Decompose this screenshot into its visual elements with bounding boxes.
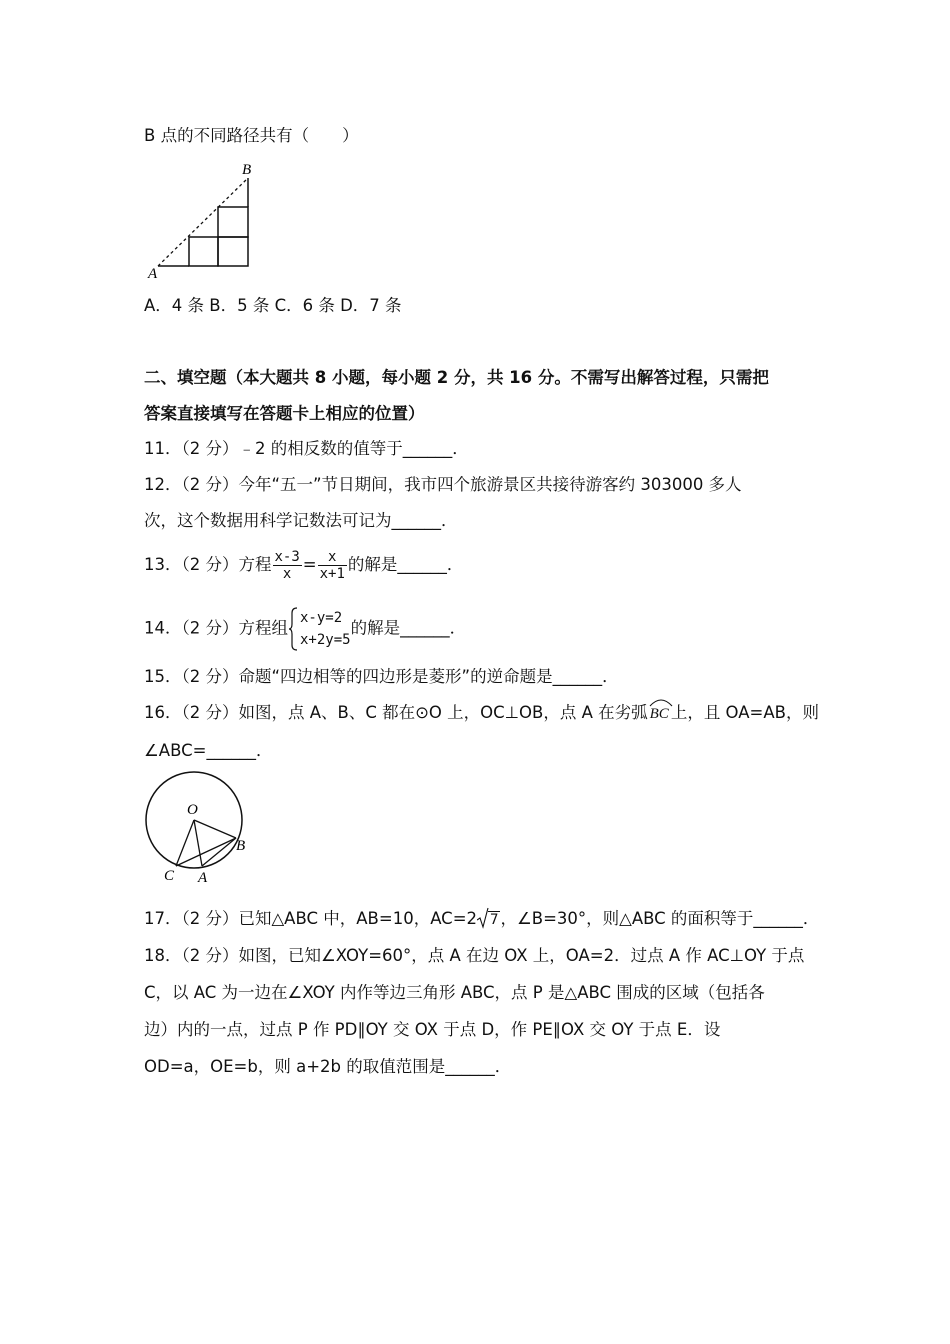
radicand: 7 xyxy=(490,912,499,928)
grid-path-figure xyxy=(144,160,264,282)
equation-2: x+2y=5 xyxy=(300,632,351,648)
grid-label-a: A xyxy=(148,266,158,282)
question-13-suffix: 的解是______． xyxy=(347,555,464,574)
arc-mark-icon xyxy=(648,697,674,707)
circle-figure xyxy=(138,770,253,890)
circle-label-b: B xyxy=(236,838,246,854)
question-18-line4: OD=a，OE=b，则 a+2b 的取值范围是______． xyxy=(144,1057,512,1076)
question-12-line2: 次，这个数据用科学记数法可记为______． xyxy=(144,511,458,530)
question-14-prefix: 14．（2 分）方程组 xyxy=(144,618,288,638)
fraction-2-denominator: x+1 xyxy=(319,566,345,582)
circle-label-c: C xyxy=(164,868,175,884)
question-16-suffix: 上，且 OA=AB，则 xyxy=(670,703,819,722)
grid-label-b: B xyxy=(242,162,252,178)
question-11: 11．（2 分）﹣2 的相反数的值等于______． xyxy=(144,439,469,458)
arc-label: BC xyxy=(649,706,669,722)
question-17-prefix: 17．（2 分）已知△ABC 中，AB=10，AC=2 xyxy=(144,909,478,928)
question-13 xyxy=(144,549,463,582)
question-18-line3: 边）内的一点，过点 P 作 PD∥OY 交 OX 于点 D，作 PE∥OX 交 OY 于点 E．设 xyxy=(144,1020,721,1039)
question-16-line1 xyxy=(144,702,819,725)
section-2-title-line2: 答案直接填写在答题卡上相应的位置） xyxy=(144,404,425,423)
question-13-fraction-2 xyxy=(318,549,347,582)
question-12-line1: 12．（2 分）今年“五一”节日期间，我市四个旅游景区共接待游客约 303000 多人 xyxy=(144,475,742,494)
question-18-line2: C，以 AC 为一边在∠XOY 内作等边三角形 ABC，点 P 是△ABC 围成的区域（包括各 xyxy=(144,983,765,1002)
left-brace-icon xyxy=(288,607,298,651)
section-2-title-line1: 二、填空题（本大题共 8 小题，每小题 2 分，共 16 分。不需写出解答过程，只需把 xyxy=(144,368,769,387)
question-10-tail: B 点的不同路径共有（ ） xyxy=(144,126,359,145)
question-13-equals: = xyxy=(302,555,317,574)
radical-sign-icon xyxy=(477,907,489,929)
question-13-prefix: 13．（2 分）方程 xyxy=(144,555,272,574)
circle-label-o: O xyxy=(187,802,198,818)
question-18-line1: 18．（2 分）如图，已知∠XOY=60°，点 A 在边 OX 上，OA=2．过点 A 作 AC⊥OY 于点 xyxy=(144,946,805,965)
question-13-fraction-1 xyxy=(273,549,302,582)
question-16-prefix: 16．（2 分）如图，点 A、B、C 都在⊙O 上，OC⊥OB，点 A 在劣弧 xyxy=(144,703,648,722)
question-14 xyxy=(144,607,466,651)
equation-system xyxy=(288,607,351,651)
arc-bc xyxy=(648,703,671,725)
square-root xyxy=(477,908,500,931)
question-15: 15．（2 分）命题“四边相等的四边形是菱形”的逆命题是______． xyxy=(144,667,619,686)
question-16-line2: ∠ABC=______． xyxy=(144,741,273,760)
question-14-suffix: 的解是______． xyxy=(350,618,467,638)
fraction-2-numerator: x xyxy=(318,549,347,566)
equation-1: x-y=2 xyxy=(300,610,343,626)
circle-label-a: A xyxy=(198,870,208,886)
fraction-1-numerator: x-3 xyxy=(274,549,300,565)
question-17 xyxy=(144,908,819,931)
fraction-1-denominator: x xyxy=(282,566,292,582)
question-17-suffix: ，∠B=30°，则△ABC 的面积等于______． xyxy=(500,909,820,928)
question-10-options: A．4 条 B．5 条 C．6 条 D．7 条 xyxy=(144,296,402,315)
